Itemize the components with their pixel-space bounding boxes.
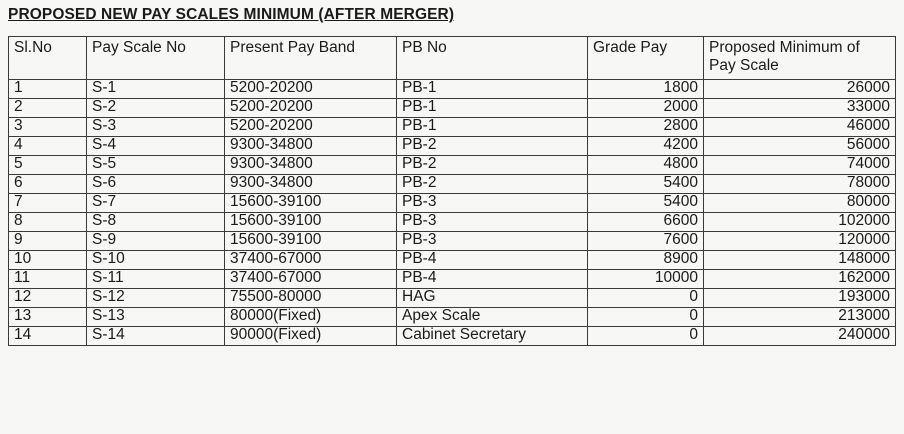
cell-pay-scale-no: S-6	[87, 175, 225, 194]
cell-grade-pay: 0	[588, 308, 704, 327]
header-proposed-minimum: Proposed Minimum of Pay Scale	[704, 37, 896, 80]
cell-grade-pay: 2800	[588, 118, 704, 137]
cell-pb-no: PB-2	[397, 156, 588, 175]
cell-pay-scale-no: S-2	[87, 99, 225, 118]
cell-present-pay-band: 9300-34800	[225, 156, 397, 175]
table-row	[9, 327, 896, 346]
cell-sl-no: 10	[9, 251, 87, 270]
table-row	[9, 251, 896, 270]
cell-sl-no: 1	[9, 80, 87, 99]
cell-proposed-minimum: 120000	[704, 232, 896, 251]
cell-present-pay-band: 80000(Fixed)	[225, 308, 397, 327]
header-pay-scale-no: Pay Scale No	[87, 37, 225, 80]
cell-grade-pay: 4200	[588, 137, 704, 156]
cell-pb-no: PB-1	[397, 80, 588, 99]
cell-sl-no: 8	[9, 213, 87, 232]
cell-proposed-minimum: 46000	[704, 118, 896, 137]
cell-pb-no: HAG	[397, 289, 588, 308]
cell-pb-no: PB-4	[397, 251, 588, 270]
cell-present-pay-band: 75500-80000	[225, 289, 397, 308]
cell-pb-no: PB-2	[397, 175, 588, 194]
cell-pb-no: PB-3	[397, 194, 588, 213]
cell-proposed-minimum: 78000	[704, 175, 896, 194]
cell-present-pay-band: 15600-39100	[225, 213, 397, 232]
cell-pay-scale-no: S-8	[87, 213, 225, 232]
table-header	[9, 37, 896, 80]
cell-grade-pay: 8900	[588, 251, 704, 270]
table-row	[9, 118, 896, 137]
cell-sl-no: 13	[9, 308, 87, 327]
cell-pay-scale-no: S-7	[87, 194, 225, 213]
cell-sl-no: 7	[9, 194, 87, 213]
table-row	[9, 289, 896, 308]
header-present-pay-band: Present Pay Band	[225, 37, 397, 80]
pay-scales-table	[8, 36, 896, 346]
table-row	[9, 137, 896, 156]
cell-proposed-minimum: 102000	[704, 213, 896, 232]
header-grade-pay: Grade Pay	[588, 37, 704, 80]
cell-pay-scale-no: S-3	[87, 118, 225, 137]
cell-present-pay-band: 15600-39100	[225, 194, 397, 213]
cell-sl-no: 2	[9, 99, 87, 118]
cell-grade-pay: 0	[588, 327, 704, 346]
cell-proposed-minimum: 56000	[704, 137, 896, 156]
cell-sl-no: 14	[9, 327, 87, 346]
cell-sl-no: 4	[9, 137, 87, 156]
table-row	[9, 308, 896, 327]
table-row	[9, 175, 896, 194]
cell-present-pay-band: 37400-67000	[225, 270, 397, 289]
cell-grade-pay: 1800	[588, 80, 704, 99]
cell-pay-scale-no: S-4	[87, 137, 225, 156]
cell-grade-pay: 7600	[588, 232, 704, 251]
cell-pb-no: PB-4	[397, 270, 588, 289]
cell-proposed-minimum: 240000	[704, 327, 896, 346]
header-sl-no: Sl.No	[9, 37, 87, 80]
table-row	[9, 232, 896, 251]
cell-grade-pay: 5400	[588, 194, 704, 213]
cell-grade-pay: 4800	[588, 156, 704, 175]
cell-pay-scale-no: S-10	[87, 251, 225, 270]
cell-present-pay-band: 37400-67000	[225, 251, 397, 270]
cell-pb-no: PB-1	[397, 118, 588, 137]
table-body	[9, 80, 896, 346]
cell-pay-scale-no: S-14	[87, 327, 225, 346]
table-row	[9, 213, 896, 232]
cell-pb-no: Apex Scale	[397, 308, 588, 327]
cell-pay-scale-no: S-12	[87, 289, 225, 308]
cell-sl-no: 11	[9, 270, 87, 289]
cell-present-pay-band: 5200-20200	[225, 118, 397, 137]
table-row	[9, 194, 896, 213]
cell-present-pay-band: 9300-34800	[225, 175, 397, 194]
cell-proposed-minimum: 74000	[704, 156, 896, 175]
cell-proposed-minimum: 80000	[704, 194, 896, 213]
cell-pb-no: PB-2	[397, 137, 588, 156]
header-row	[9, 37, 896, 80]
cell-grade-pay: 10000	[588, 270, 704, 289]
table-row	[9, 80, 896, 99]
cell-grade-pay: 0	[588, 289, 704, 308]
cell-pb-no: PB-3	[397, 232, 588, 251]
cell-proposed-minimum: 26000	[704, 80, 896, 99]
table-row	[9, 156, 896, 175]
table-row	[9, 99, 896, 118]
cell-pay-scale-no: S-9	[87, 232, 225, 251]
table-row	[9, 270, 896, 289]
cell-proposed-minimum: 148000	[704, 251, 896, 270]
cell-present-pay-band: 90000(Fixed)	[225, 327, 397, 346]
cell-proposed-minimum: 213000	[704, 308, 896, 327]
cell-pay-scale-no: S-13	[87, 308, 225, 327]
cell-present-pay-band: 5200-20200	[225, 80, 397, 99]
cell-proposed-minimum: 33000	[704, 99, 896, 118]
cell-sl-no: 5	[9, 156, 87, 175]
cell-proposed-minimum: 193000	[704, 289, 896, 308]
cell-pb-no: Cabinet Secretary	[397, 327, 588, 346]
header-pb-no: PB No	[397, 37, 588, 80]
cell-sl-no: 12	[9, 289, 87, 308]
cell-grade-pay: 5400	[588, 175, 704, 194]
cell-sl-no: 6	[9, 175, 87, 194]
cell-pay-scale-no: S-1	[87, 80, 225, 99]
cell-present-pay-band: 5200-20200	[225, 99, 397, 118]
cell-pb-no: PB-1	[397, 99, 588, 118]
cell-present-pay-band: 15600-39100	[225, 232, 397, 251]
cell-proposed-minimum: 162000	[704, 270, 896, 289]
page-title: PROPOSED NEW PAY SCALES MINIMUM (AFTER MERGER)	[8, 6, 455, 23]
cell-pay-scale-no: S-5	[87, 156, 225, 175]
cell-grade-pay: 6600	[588, 213, 704, 232]
cell-pay-scale-no: S-11	[87, 270, 225, 289]
cell-sl-no: 3	[9, 118, 87, 137]
cell-present-pay-band: 9300-34800	[225, 137, 397, 156]
cell-pb-no: PB-3	[397, 213, 588, 232]
cell-grade-pay: 2000	[588, 99, 704, 118]
cell-sl-no: 9	[9, 232, 87, 251]
